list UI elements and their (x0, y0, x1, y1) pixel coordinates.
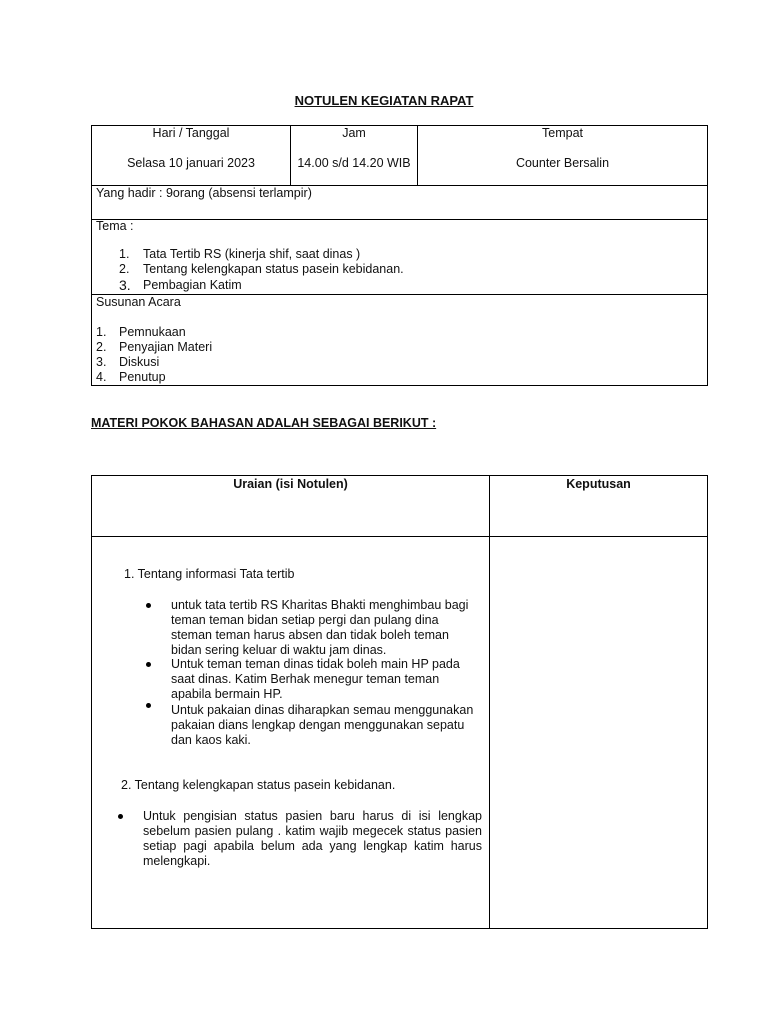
agenda-item-num: 3. (96, 355, 107, 369)
tema-item-num: 1. (119, 247, 130, 261)
info-row-divider-2 (91, 219, 708, 220)
document-title (0, 93, 768, 108)
tema-item-text: Tata Tertib RS (kinerja shif, saat dinas ) (143, 247, 361, 261)
time-value: 14.00 s/d 14.20 WIB (297, 156, 411, 170)
tema-item-num: 3. (119, 277, 131, 293)
topic-1-heading: 1. Tentang informasi Tata tertib (124, 567, 295, 581)
topic-2-bullet: Untuk pengisian status pasien baru harus di isi lengkap sebelum pasien pulang . katim wajib megecek status pasien setiap pagi apabila belum ada yang lengkap katim harus melengkapi. (143, 809, 482, 868)
agenda-item-num: 1. (96, 325, 107, 339)
notes-col-divider (489, 475, 490, 929)
time-label: Jam (342, 126, 366, 140)
topic-1-bullet: untuk tata tertib RS Kharitas Bhakti menghimbau bagi teman teman bidan setiap pergi dan pulang dina steman teman harus absen dan tidak boleh teman bidan sering keluar di waktu jam dinas. (171, 598, 469, 657)
bullet-icon (146, 703, 151, 708)
place-value: Counter Bersalin (515, 156, 610, 170)
tema-item-text: Pembagian Katim (143, 278, 242, 292)
notes-col1-header: Uraian (isi Notulen) (233, 477, 348, 491)
document-title-text: NOTULEN KEGIATAN RAPAT (294, 93, 474, 108)
agenda-item-num: 4. (96, 370, 107, 384)
notes-header-divider (91, 536, 708, 537)
day-date-label: Hari / Tanggal (152, 126, 230, 140)
attendance-text: Yang hadir : 9orang (absensi terlampir) (96, 186, 312, 200)
bullet-icon (118, 814, 123, 819)
tema-label: Tema : (96, 219, 134, 233)
day-date-value: Selasa 10 januari 2023 (127, 156, 255, 170)
topic-1-bullet: Untuk pakaian dinas diharapkan semau menggunakan pakaian dians lengkap dengan menggunakan sepatu dan kaos kaki. (171, 703, 474, 747)
place-label: Tempat (542, 126, 583, 140)
info-row-divider-3 (91, 294, 708, 295)
agenda-item-text: Diskusi (119, 355, 160, 369)
materi-heading: MATERI POKOK BAHASAN ADALAH SEBAGAI BERIKUT : (91, 416, 437, 430)
tema-item-text: Tentang kelengkapan status pasein kebidanan. (143, 262, 404, 276)
notes-col2-header: Keputusan (566, 477, 631, 491)
topic-1-bullet: Untuk teman teman dinas tidak boleh main HP pada saat dinas. Katim Berhak menegur teman teman apabila bermain HP. (171, 657, 460, 701)
agenda-item-num: 2. (96, 340, 107, 354)
agenda-item-text: Penutup (119, 370, 166, 384)
topic-2-heading: 2. Tentang kelengkapan status pasein kebidanan. (121, 778, 396, 792)
bullet-icon (146, 603, 151, 608)
agenda-label: Susunan Acara (96, 295, 181, 309)
tema-item-num: 2. (119, 262, 130, 276)
bullet-icon (146, 662, 151, 667)
agenda-item-text: Pemnukaan (119, 325, 186, 339)
agenda-item-text: Penyajian Materi (119, 340, 213, 354)
